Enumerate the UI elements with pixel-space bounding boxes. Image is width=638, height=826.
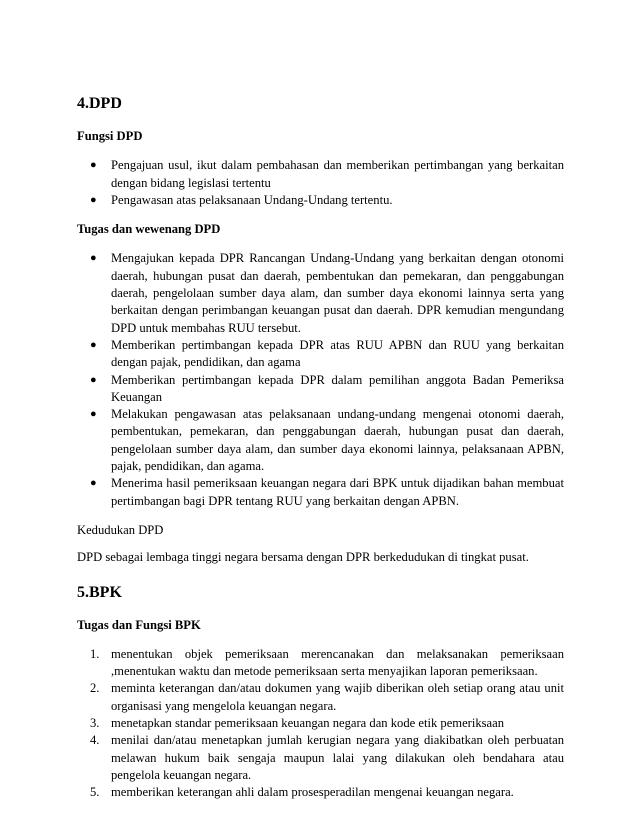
- section-heading-dpd: 4.DPD: [77, 95, 122, 112]
- list-item: ● Melakukan pengawasan atas pelaksanaan undang-undang mengenai otonomi daerah, pembentukan, pemekaran, dan penggabungan daerah, hubungan pusat dan daerah, pengelolaan sumber daya alam, dan sumber daya ekonomi lainnya, pelaksanaan APBN, pajak, pendidikan, dan agama.: [90, 407, 564, 474]
- list-item: 5. memberikan keterangan ahli dalam prosesperadilan mengenai keuangan negara.: [77, 784, 564, 801]
- list-item: ● Pengawasan atas pelaksanaan Undang-Undang tertentu.: [77, 192, 564, 209]
- tugas-dpd-list: [77, 250, 564, 509]
- bullet-icon: ●: [90, 252, 97, 265]
- kedudukan-dpd-title: Kedudukan DPD: [77, 522, 164, 537]
- list-item: 4. menilai dan/atau menetapkan jumlah kerugian negara yang diakibatkan oleh perbuatan melawan hukum baik sengaja maupun lalai yang dilakukan oleh bendahara atau pengelola keuangan negara.: [90, 733, 564, 782]
- list-item: 3. menetapkan standar pemeriksaan keuangan negara dan kode etik pemeriksaan: [77, 715, 564, 732]
- document-page: [77, 94, 564, 814]
- tugas-dpd-title: Tugas dan wewenang DPD: [77, 222, 221, 237]
- list-item: 1. menentukan objek pemeriksaan merencanakan dan melaksanakan pemeriksaan ,menentukan waktu dan metode pemeriksaan serta menyajikan laporan pemeriksaan.: [90, 646, 564, 679]
- list-item: ● Memberikan pertimbangan kepada DPR atas RUU APBN dan RUU yang berkaitan dengan pajak, pendidikan, dan agama: [90, 337, 564, 370]
- list-number: 3.: [90, 716, 100, 731]
- list-number: 5.: [90, 785, 100, 800]
- section-heading-bpk: 5.BPK: [77, 583, 122, 601]
- list-item: ● Mengajukan kepada DPR Rancangan Undang-Undang yang berkaitan dengan otonomi daerah, hubungan pusat dan daerah, pembentukan dan pemekaran, dan penggabungan daerah, pengelolaan sumber daya alam, dan sumber daya ekonomi lainnya serta yang berkaitan dengan perimbangan keuangan pusat dan daerah. DPR kemudian mengundang DPD untuk membahas RUU tersebut.: [90, 251, 564, 335]
- bullet-icon: ●: [90, 408, 97, 421]
- list-number: 4.: [90, 733, 100, 748]
- list-item: ● Menerima hasil pemeriksaan keuangan negara dari BPK untuk dijadikan bahan membuat pertimbangan bagi DPR tentang RUU yang berkaitan dengan APBN.: [90, 476, 564, 508]
- fungsi-dpd-list: [77, 157, 564, 209]
- bullet-icon: ●: [90, 373, 97, 386]
- kedudukan-dpd-text: DPD sebagai lembaga tinggi negara bersama dengan DPR berkedudukan di tingkat pusat.: [77, 550, 529, 565]
- bullet-icon: ●: [90, 338, 97, 351]
- tugas-bpk-title: Tugas dan Fungsi BPK: [77, 617, 201, 632]
- tugas-bpk-list: [77, 646, 564, 802]
- bullet-icon: ●: [90, 193, 97, 206]
- bullet-icon: ●: [90, 477, 97, 490]
- list-item: ● Pengajuan usul, ikut dalam pembahasan dan memberikan pertimbangan yang berkaitan dengan bidang legislasi tertentu: [90, 158, 564, 190]
- fungsi-dpd-title: Fungsi DPD: [77, 129, 143, 143]
- list-number: 2.: [90, 681, 100, 696]
- list-number: 1.: [90, 646, 100, 661]
- bullet-icon: ●: [90, 159, 97, 172]
- list-item: 2. meminta keterangan dan/atau dokumen yang wajib diberikan oleh setiap orang atau unit organisasi yang mengelola keuangan negara.: [90, 681, 564, 713]
- list-item: ● Memberikan pertimbangan kepada DPR dalam pemilihan anggota Badan Pemeriksa Keuangan: [90, 372, 564, 404]
